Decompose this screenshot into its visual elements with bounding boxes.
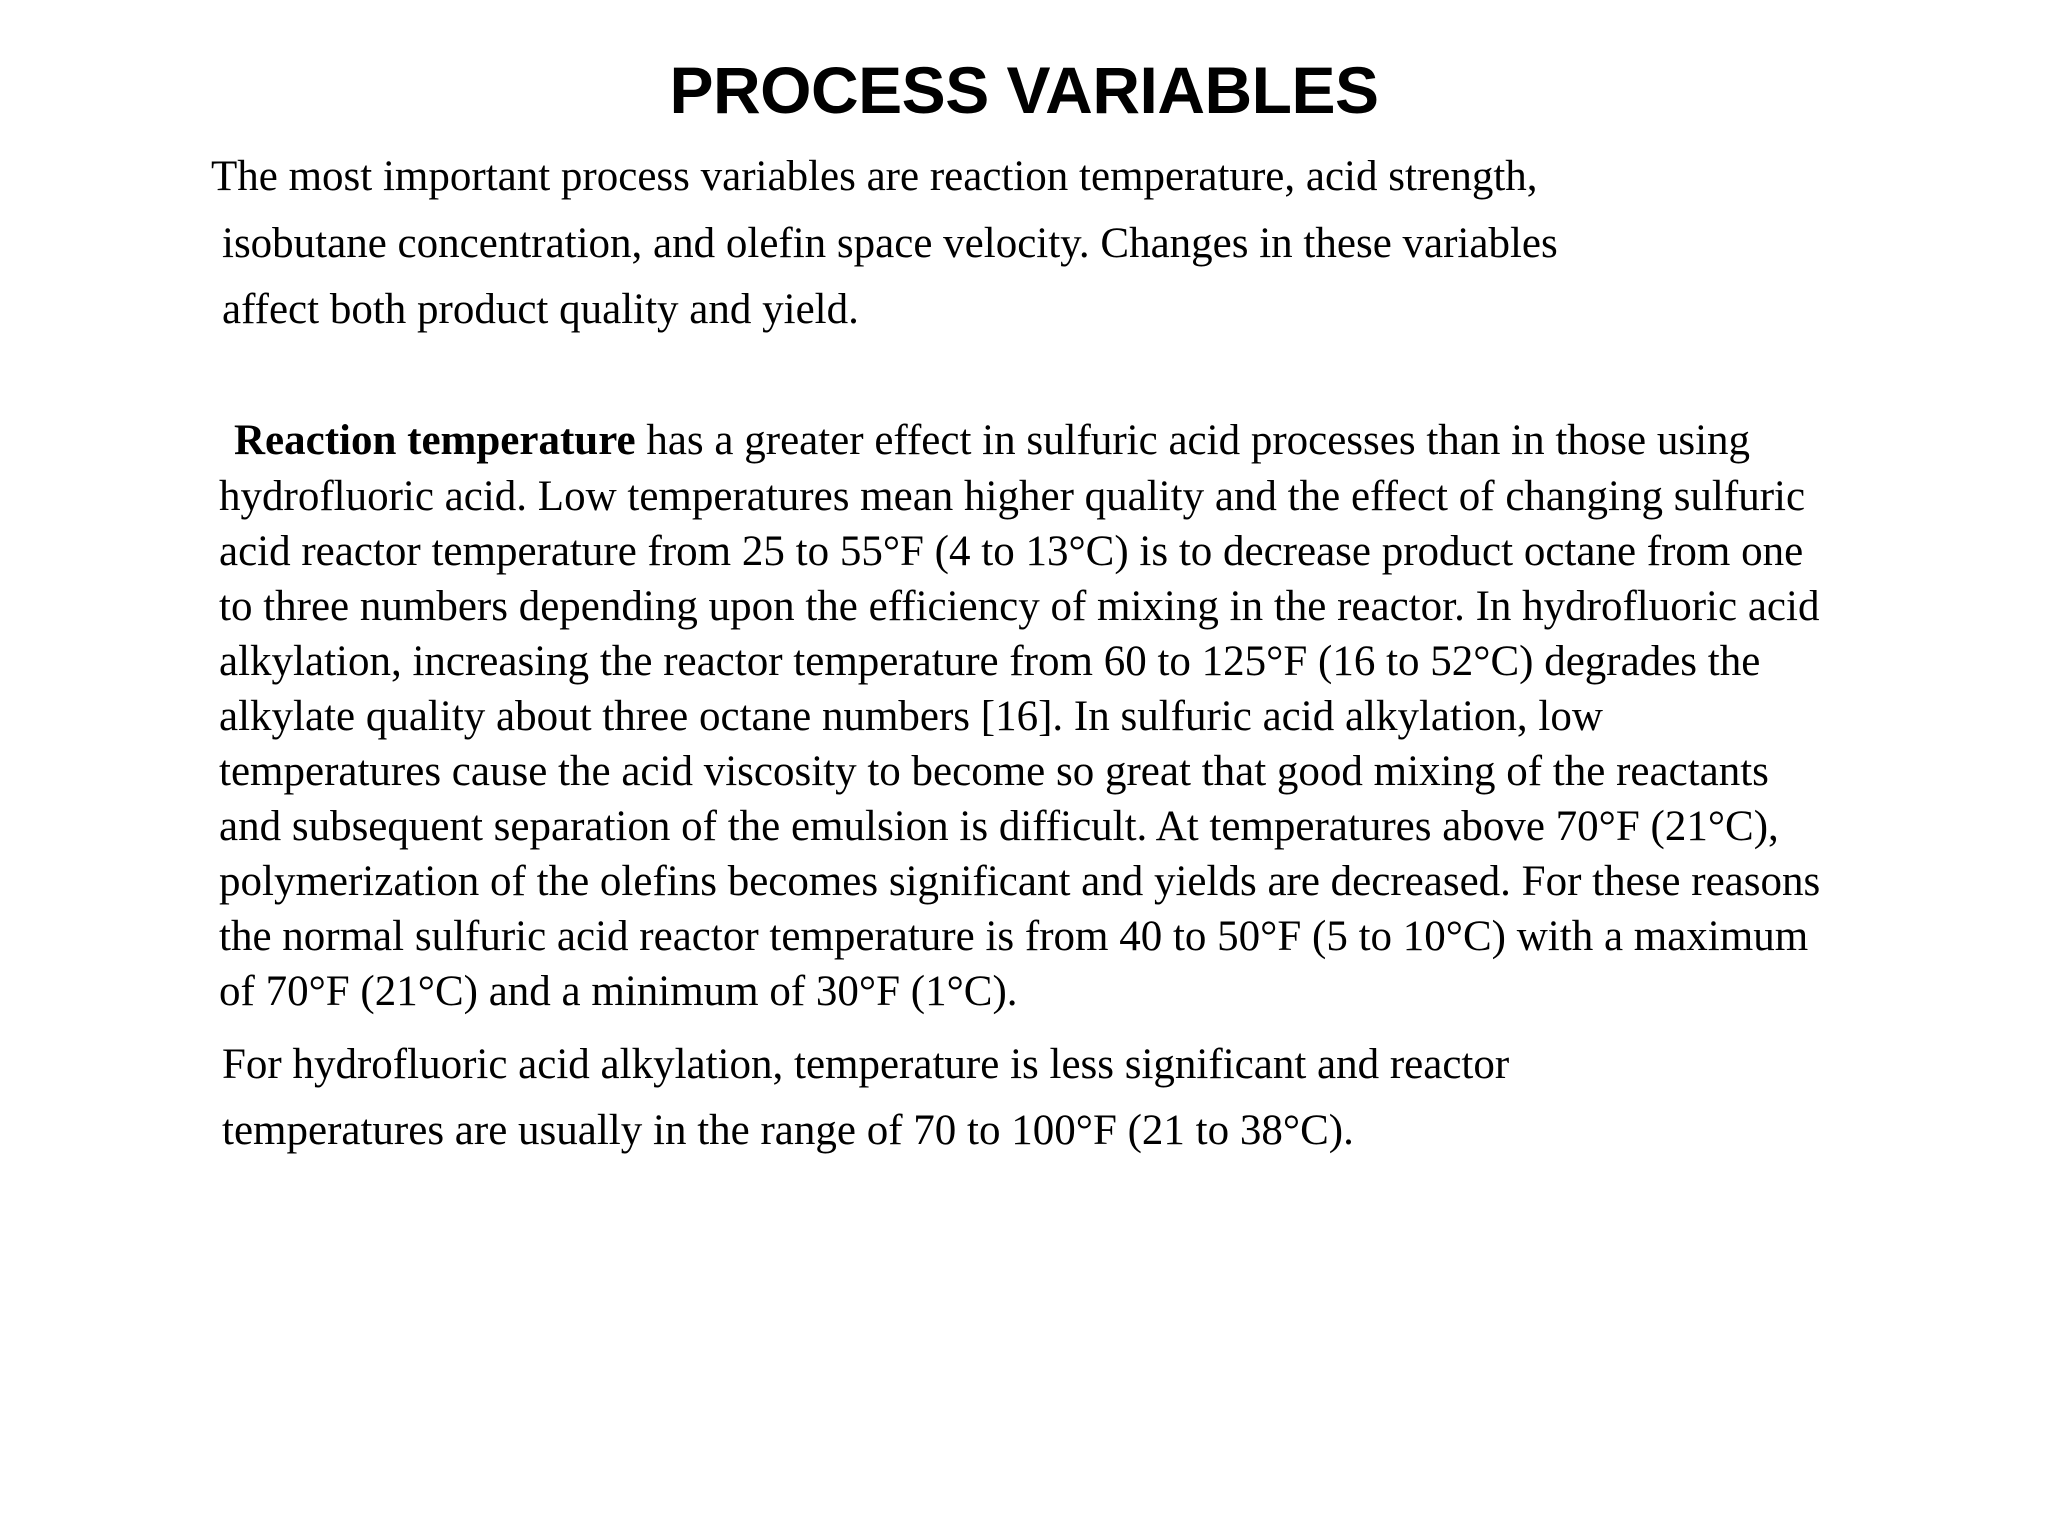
paragraph-line: acid reactor temperature from 25 to 55°F (4 to 13°C) is to decrease product octane from one xyxy=(219,528,1804,575)
paragraph-line: polymerization of the olefins becomes significant and yields are decreased. For these reasons xyxy=(219,858,1821,905)
paragraph-line: temperatures cause the acid viscosity to become so great that good mixing of the reactants xyxy=(219,748,1769,795)
paragraph-line: and subsequent separation of the emulsion is difficult. At temperatures above 70°F (21°C), xyxy=(219,803,1779,850)
paragraph-first-line xyxy=(234,416,1750,466)
intro-line: isobutane concentration, and olefin space velocity. Changes in these variables xyxy=(222,220,1558,267)
paragraph-line: the normal sulfuric acid reactor temperature is from 40 to 50°F (5 to 10°C) with a maximum xyxy=(219,913,1809,960)
intro-line: affect both product quality and yield. xyxy=(222,286,859,333)
paragraph-line: to three numbers depending upon the efficiency of mixing in the reactor. In hydrofluoric acid xyxy=(219,583,1820,630)
paragraph-line: hydrofluoric acid. Low temperatures mean higher quality and the effect of changing sulfuric xyxy=(219,473,1806,520)
first-line-text: has a greater effect in sulfuric acid processes than in those using xyxy=(635,417,1751,464)
paragraph-line: of 70°F (21°C) and a minimum of 30°F (1°C). xyxy=(219,968,1018,1015)
paragraph-line: For hydrofluoric acid alkylation, temperature is less significant and reactor xyxy=(222,1041,1510,1088)
slide-title: PROCESS VARIABLES xyxy=(669,53,1379,127)
bold-term: Reaction temperature xyxy=(234,417,636,464)
paragraph-line: temperatures are usually in the range of 70 to 100°F (21 to 38°C). xyxy=(222,1107,1354,1154)
paragraph-line: alkylate quality about three octane numbers [16]. In sulfuric acid alkylation, low xyxy=(219,693,1603,740)
intro-line: The most important process variables are reaction temperature, acid strength, xyxy=(211,153,1538,200)
paragraph-line: alkylation, increasing the reactor temperature from 60 to 125°F (16 to 52°C) degrades the xyxy=(219,638,1761,685)
